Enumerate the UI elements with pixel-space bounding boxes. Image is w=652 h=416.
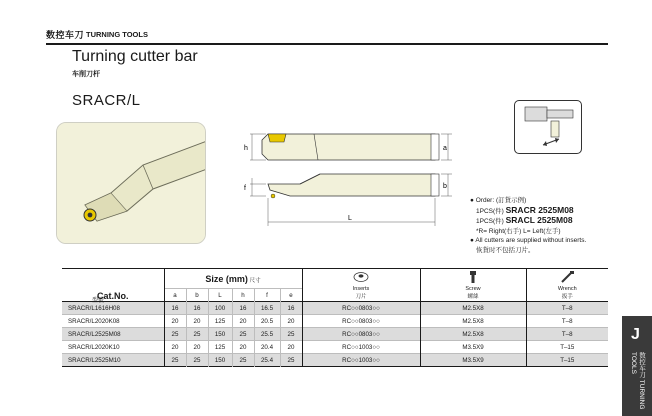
size-header: Size (mm) 尺寸 (164, 269, 302, 289)
order-line-2: 1PCS(件) SRACL 2525M08 (476, 215, 573, 225)
col-h: h (232, 289, 254, 302)
table-cell: 25 (186, 354, 208, 367)
table-cell: 20 (280, 315, 302, 328)
table-cell: RC○○0803○○ (302, 302, 420, 315)
table-cell: RC○○0803○○ (302, 315, 420, 328)
header-category-en: TURNING TOOLS (86, 30, 148, 39)
table-cell: 20 (232, 341, 254, 354)
table-cell: 100 (208, 302, 232, 315)
dim-label-b: b (443, 183, 447, 190)
section-letter: J (631, 326, 640, 343)
wrench-header: Wrench 扳手 (526, 269, 608, 302)
table-cell: T–15 (526, 354, 608, 367)
toolbar-illustration (57, 123, 206, 244)
table-cell: T–8 (526, 302, 608, 315)
col-e: e (280, 289, 302, 302)
table-cell: M2.5X8 (420, 302, 526, 315)
table-cell: RC○○0803○○ (302, 328, 420, 341)
screw-icon (465, 270, 481, 284)
table-cell: 125 (208, 315, 232, 328)
insert-icon (352, 270, 370, 284)
inserts-header: Inserts 刀片 (302, 269, 420, 302)
table-cell: SRACR/L2020K10 (68, 343, 120, 351)
table-row (62, 341, 608, 354)
header-category-cn: 数控车刀 (46, 30, 85, 40)
top-view-insert (268, 134, 286, 142)
order-info (470, 196, 586, 255)
table-row (62, 354, 608, 367)
table-cell: 25.5 (254, 328, 280, 341)
usage-diagram (514, 100, 582, 154)
table-row (62, 328, 608, 341)
col-a: a (164, 289, 186, 302)
table-cell: 16.5 (254, 302, 280, 315)
table-cell: RC○○1003○○ (302, 354, 420, 367)
page-title: Turning cutter bar (72, 48, 198, 65)
table-cell: M3.5X9 (420, 341, 526, 354)
side-view-body (268, 174, 435, 196)
table-cell: 16 (232, 302, 254, 315)
table-header-row-1 (62, 269, 608, 289)
catno-header: Cat.No. (97, 291, 129, 301)
page-subtitle-cn: 车削刀杆 (72, 71, 100, 78)
table-cell: 20 (280, 341, 302, 354)
table-cell: 20 (186, 315, 208, 328)
table-cell: 150 (208, 354, 232, 367)
col-L: L (208, 289, 232, 302)
wrench-icon (558, 270, 576, 284)
table-cell: SRACR/L2020K08 (68, 317, 120, 325)
table-cell: T–15 (526, 341, 608, 354)
table-cell: 25 (280, 328, 302, 341)
table-cell: T–8 (526, 315, 608, 328)
table-cell: 125 (208, 341, 232, 354)
table-row (62, 315, 608, 328)
table-cell: RC○○1003○○ (302, 341, 420, 354)
table-cell: SRACR/L1616H08 (68, 304, 120, 312)
table-cell: 150 (208, 328, 232, 341)
order-line-1: 1PCS(件) SRACR 2525M08 (476, 204, 574, 215)
dim-label-h: h (244, 145, 248, 152)
table-cell: 25.4 (254, 354, 280, 367)
table-cell: 20 (164, 341, 186, 354)
table-cell: 16 (280, 302, 302, 315)
table-cell: 25 (186, 328, 208, 341)
product-photo (56, 122, 206, 244)
table-cell: 25 (232, 354, 254, 367)
table-cell: 20.4 (254, 341, 280, 354)
table-cell: 25 (280, 354, 302, 367)
table-cell: 20 (186, 341, 208, 354)
table-cell: 25 (164, 328, 186, 341)
table-cell: M3.5X9 (420, 354, 526, 367)
table-cell: T–8 (526, 328, 608, 341)
table-cell: 25 (232, 328, 254, 341)
table-row (62, 302, 608, 315)
technical-drawing (240, 132, 470, 242)
catno-cn-label: 型號 (92, 298, 105, 304)
top-view-body (262, 134, 435, 160)
table-cell: 20.5 (254, 315, 280, 328)
section-label: 数控车刀 TURNING TOOLS (630, 352, 645, 410)
order-heading: ● Order: (訂貨示例) (470, 197, 527, 204)
col-b: b (186, 289, 208, 302)
table-cell: SRACR/L2525M10 (68, 356, 121, 364)
table-cell: 16 (186, 302, 208, 315)
table-cell: M2.5X8 (420, 328, 526, 341)
order-note-cn: 恢貨时不包括刀片。 (476, 246, 535, 254)
table-cell: M2.5X8 (420, 315, 526, 328)
col-f: f (254, 289, 280, 302)
table-cell: 25 (164, 354, 186, 367)
dim-label-L: L (348, 215, 352, 222)
spec-table (62, 268, 608, 367)
screw-header: Screw 螺絲 (420, 269, 526, 302)
table-cell: 20 (164, 315, 186, 328)
table-cell: 16 (164, 302, 186, 315)
dim-label-f: f (244, 185, 246, 192)
order-legend: *R= Right(右手) L= Left(左手) (476, 227, 561, 235)
model-code: SRACR/L (72, 92, 141, 109)
table-cell: 20 (232, 315, 254, 328)
header-rule (46, 43, 608, 45)
table-cell: SRACR/L2525M08 (68, 330, 121, 338)
section-side-tab (622, 316, 652, 416)
order-note-en: ● All cutters are supplied without inserts. (470, 237, 587, 244)
dim-label-a: a (443, 145, 447, 152)
